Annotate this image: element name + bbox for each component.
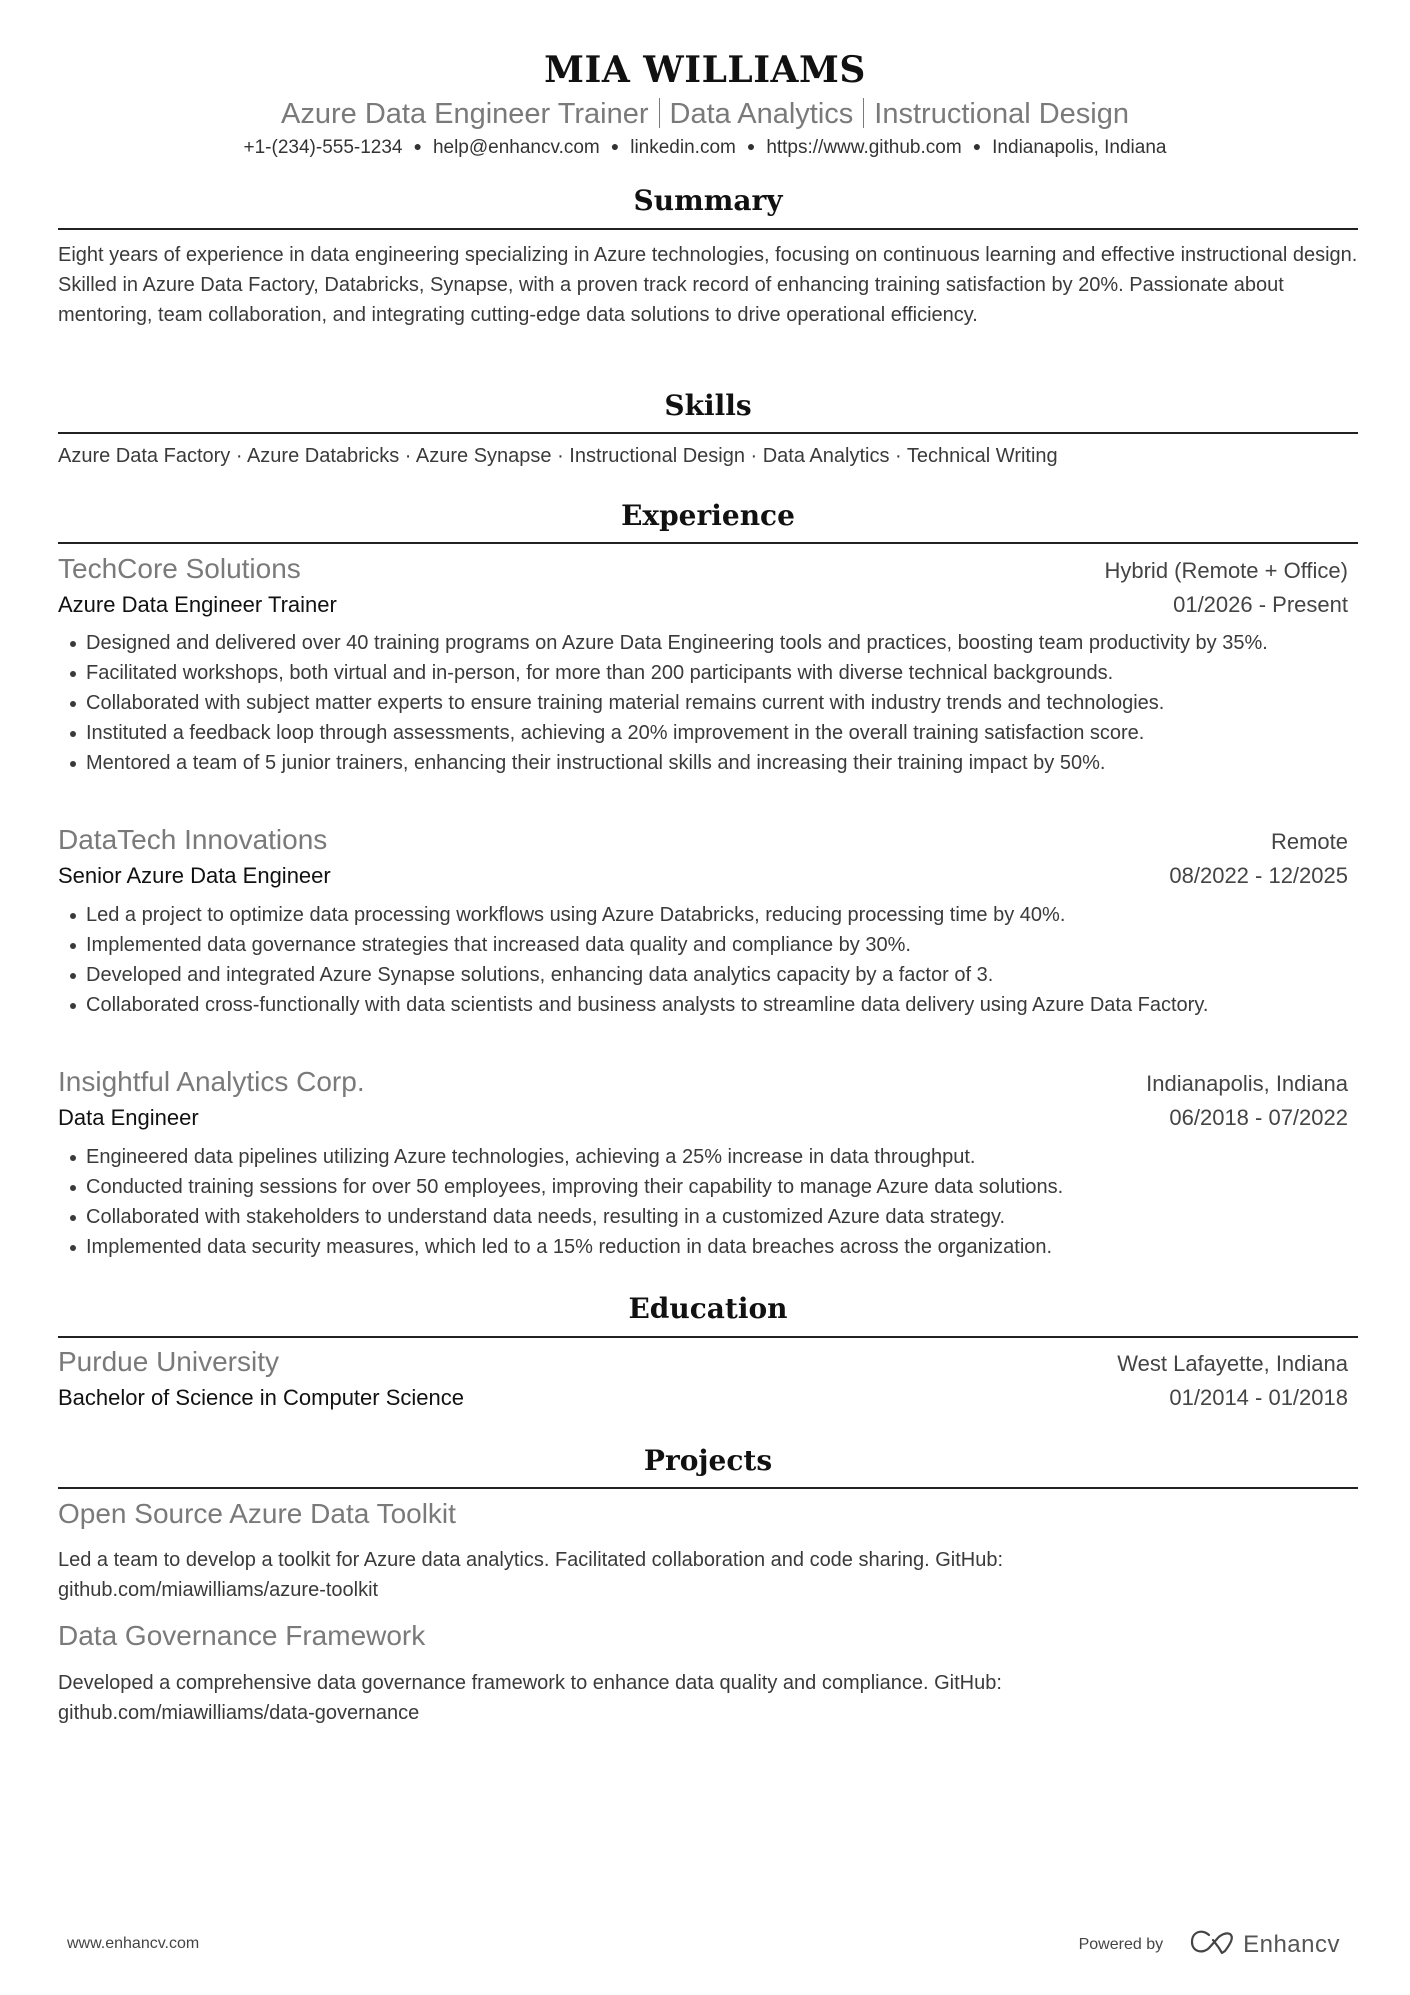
bullet-separator: ● bbox=[610, 138, 620, 154]
list-item: Collaborated cross-functionally with data scientists and business analysts to streamline data delivery using Azure Data Factory. bbox=[58, 990, 1348, 1020]
powered-by-label: Powered by bbox=[1078, 1935, 1164, 1953]
job-location: Hybrid (Remote + Office) bbox=[1104, 558, 1348, 583]
enhancv-logo-icon bbox=[1189, 1929, 1235, 1960]
job-role: Senior Azure Data Engineer bbox=[58, 863, 331, 888]
education-header bbox=[58, 1345, 1348, 1379]
job-header bbox=[58, 552, 1348, 586]
project-title: Data Governance Framework bbox=[58, 1620, 426, 1651]
footer-branding[interactable] bbox=[1079, 1929, 1340, 1960]
list-item: Mentored a team of 5 junior trainers, enhancing their instructional skills and increasing their training impact by 50%. bbox=[58, 748, 1348, 778]
email-link[interactable]: help@enhancv.com bbox=[432, 137, 600, 158]
list-item: Implemented data security measures, which led to a 15% reduction in data breaches across the organization. bbox=[58, 1232, 1348, 1262]
section-divider bbox=[58, 1336, 1358, 1338]
divider bbox=[659, 98, 660, 128]
headline-title-1: Azure Data Engineer Trainer bbox=[281, 98, 649, 130]
experience-heading: Experience bbox=[621, 499, 795, 532]
job-dates: 08/2022 - 12/2025 bbox=[1169, 863, 1348, 888]
job-role: Data Engineer bbox=[58, 1105, 199, 1130]
list-item: Conducted training sessions for over 50 employees, improving their capability to manage Azure data solutions. bbox=[58, 1172, 1348, 1202]
project-description: Developed a comprehensive data governance framework to enhance data quality and compliance. GitHub: github.com/miawilliams/data-governance bbox=[58, 1672, 1002, 1724]
candidate-name: MIA WILLIAMS bbox=[544, 49, 866, 91]
job-subheader bbox=[58, 590, 1348, 620]
contact-line bbox=[0, 133, 1410, 161]
summary-heading: Summary bbox=[633, 184, 783, 217]
company-name: DataTech Innovations bbox=[58, 824, 328, 855]
divider bbox=[863, 98, 864, 128]
list-item: Collaborated with subject matter experts to ensure training material remains current with industry trends and technologies. bbox=[58, 688, 1348, 718]
bullet-separator: ● bbox=[413, 138, 422, 154]
job-header bbox=[58, 1065, 1348, 1099]
list-item: Implemented data governance strategies that increased data quality and compliance by 30%. bbox=[58, 930, 1348, 960]
list-item: Led a project to optimize data processing workflows using Azure Databricks, reducing processing time by 40%. bbox=[58, 900, 1348, 930]
github-link[interactable]: https://www.github.com bbox=[766, 137, 962, 158]
list-item: Designed and delivered over 40 training programs on Azure Data Engineering tools and practices, boosting team productivity by 35%. bbox=[58, 628, 1348, 658]
job-dates: 01/2026 - Present bbox=[1173, 592, 1348, 617]
degree: Bachelor of Science in Computer Science bbox=[58, 1385, 464, 1410]
brand-name: Enhancv bbox=[1243, 1930, 1340, 1958]
list-item: Collaborated with stakeholders to understand data needs, resulting in a customized Azure data strategy. bbox=[58, 1202, 1348, 1232]
list-item: Facilitated workshops, both virtual and in-person, for more than 200 participants with diverse technical backgrounds. bbox=[58, 658, 1348, 688]
education-heading: Education bbox=[628, 1292, 788, 1325]
job-bullets bbox=[58, 628, 1348, 778]
project-title: Open Source Azure Data Toolkit bbox=[58, 1498, 456, 1529]
job-dates: 06/2018 - 07/2022 bbox=[1169, 1105, 1348, 1130]
skills-list: Azure Data Factory · Azure Databricks · Azure Synapse · Instructional Design · Data Analytics · Technical Writing bbox=[58, 445, 1058, 467]
section-divider bbox=[58, 542, 1358, 544]
job-location: Indianapolis, Indiana bbox=[1146, 1071, 1348, 1096]
headline-title-2: Data Analytics bbox=[669, 98, 854, 130]
company-name: Insightful Analytics Corp. bbox=[58, 1066, 365, 1097]
project-description: Led a team to develop a toolkit for Azure data analytics. Facilitated collaboration and code sharing. GitHub: github.com/miawilliams/azure-toolkit bbox=[58, 1549, 1003, 1601]
section-divider bbox=[58, 228, 1358, 230]
headline-title-3: Instructional Design bbox=[874, 98, 1129, 130]
headline bbox=[0, 96, 1410, 132]
job-location: Remote bbox=[1270, 829, 1348, 854]
school-location: West Lafayette, Indiana bbox=[1117, 1351, 1348, 1376]
job-role: Azure Data Engineer Trainer bbox=[58, 592, 337, 617]
footer-website-link[interactable]: www.enhancv.com bbox=[67, 1935, 200, 1952]
job-subheader bbox=[58, 1103, 1348, 1133]
summary-text: Eight years of experience in data engineering specializing in Azure technologies, focusing on continuous learning and effective instructional design. Skilled in Azure Data Factory, Databricks, Synapse, with a proven track record of enhancing training satisfaction by 20%. Passionate about mentoring, team collaboration, and integrating cutting-edge data solutions to drive operational efficiency. bbox=[58, 244, 1358, 326]
skills-heading: Skills bbox=[664, 389, 752, 422]
education-dates: 01/2014 - 01/2018 bbox=[1169, 1385, 1348, 1410]
list-item: Instituted a feedback loop through assessments, achieving a 20% improvement in the overall training satisfaction score. bbox=[58, 718, 1348, 748]
job-bullets bbox=[58, 1142, 1348, 1262]
location: Indianapolis, Indiana bbox=[992, 137, 1167, 158]
job-bullets bbox=[58, 900, 1348, 1020]
education-subheader bbox=[58, 1383, 1348, 1413]
job-header bbox=[58, 823, 1348, 857]
bullet-separator: ● bbox=[746, 138, 756, 154]
section-divider bbox=[58, 432, 1358, 434]
list-item: Developed and integrated Azure Synapse solutions, enhancing data analytics capacity by a factor of 3. bbox=[58, 960, 1348, 990]
linkedin-link[interactable]: linkedin.com bbox=[630, 137, 736, 158]
job-subheader bbox=[58, 861, 1348, 891]
phone: +1-(234)-555-1234 bbox=[243, 137, 403, 158]
projects-heading: Projects bbox=[643, 1444, 773, 1477]
list-item: Engineered data pipelines utilizing Azure technologies, achieving a 25% increase in data throughput. bbox=[58, 1142, 1348, 1172]
school-name: Purdue University bbox=[58, 1346, 279, 1377]
section-divider bbox=[58, 1487, 1358, 1489]
bullet-separator: ● bbox=[972, 138, 982, 154]
company-name: TechCore Solutions bbox=[58, 553, 301, 584]
